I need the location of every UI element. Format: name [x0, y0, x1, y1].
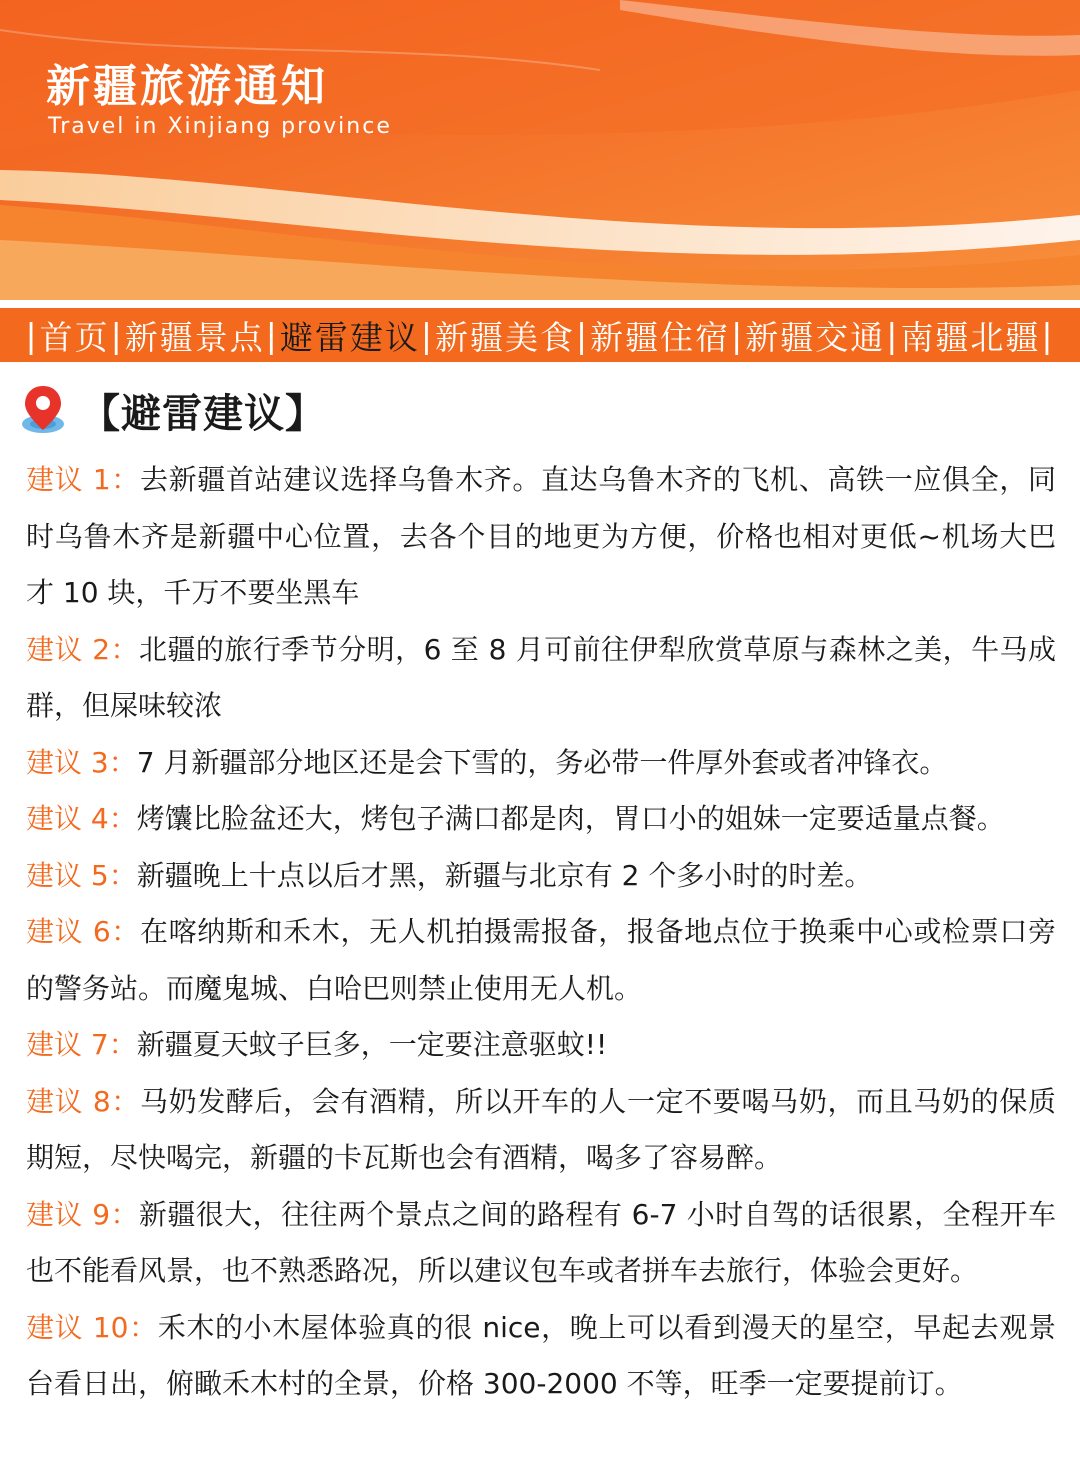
tip-label: 建议 10：	[26, 1310, 158, 1344]
tips-list	[26, 452, 1056, 1413]
tip-text: 新疆夏天蚊子巨多，一定要注意驱蚊!!	[136, 1028, 608, 1061]
list-item	[26, 452, 1056, 622]
list-item	[26, 1074, 1056, 1187]
tip-text: 7 月新疆部分地区还是会下雪的，务必带一件厚外套或者冲锋衣。	[136, 745, 948, 779]
nav-separator: |	[1041, 315, 1055, 355]
nav-separator: |	[420, 315, 434, 355]
page-title: 新疆旅游通知	[46, 61, 328, 112]
nav-item-food[interactable]: 新疆美食	[435, 317, 575, 357]
tip-text: 禾木的小木屋体验真的很 nice，晚上可以看到漫天的星空，早起去观景台看日出，俯瞰禾木村的全景，价格 300-2000 不等，旺季一定要提前订。	[26, 1310, 1056, 1400]
nav-item-attractions[interactable]: 新疆景点	[124, 317, 265, 357]
nav-bar	[0, 308, 1080, 362]
list-item	[26, 791, 1056, 848]
section-header	[20, 382, 326, 438]
tip-text: 在喀纳斯和禾木，无人机拍摄需报备，报备地点位于换乘中心或检票口旁的警务站。而魔鬼城、白哈巴则禁止使用无人机。	[26, 915, 1056, 1005]
tip-label: 建议 3：	[26, 745, 137, 779]
list-item	[26, 1300, 1056, 1413]
nav-item-transport[interactable]: 新疆交通	[745, 317, 886, 357]
list-item	[26, 1187, 1056, 1300]
tip-label: 建议 9：	[26, 1197, 139, 1231]
tip-label: 建议 6：	[26, 915, 140, 948]
tip-label: 建议 5：	[26, 858, 137, 892]
tip-text: 北疆的旅行季节分明，6 至 8 月可前往伊犁欣赏草原与森林之美，牛马成群，但屎味较浓	[26, 632, 1056, 722]
list-item	[26, 622, 1056, 735]
list-item	[26, 848, 1056, 905]
location-pin-icon	[20, 384, 66, 436]
nav-separator: |	[576, 315, 590, 355]
nav-separator: |	[886, 315, 900, 355]
nav-item-lodging[interactable]: 新疆住宿	[590, 317, 731, 357]
header-banner	[0, 0, 1080, 300]
nav-item-tips[interactable]: 避雷建议	[279, 317, 420, 357]
nav-item-home[interactable]: 首页	[39, 317, 110, 357]
nav-separator: |	[265, 315, 279, 355]
tip-text: 去新疆首站建议选择乌鲁木齐。直达乌鲁木齐的飞机、高铁一应俱全，同时乌鲁木齐是新疆中心位置，去各个目的地更为方便，价格也相对更低~机场大巴才 10 块，千万不要坐黑车	[26, 463, 1056, 609]
tip-label: 建议 8：	[26, 1084, 140, 1118]
page-subtitle: Travel in Xinjiang province	[48, 114, 392, 139]
tip-text: 新疆很大，往往两个景点之间的路程有 6-7 小时自驾的话很累，全程开车也不能看风景，也不熟悉路况，所以建议包车或者拼车去旅行，体验会更好。	[26, 1197, 1056, 1287]
tip-label: 建议 2：	[26, 632, 140, 666]
tip-label: 建议 4：	[26, 802, 137, 835]
tip-text: 烤馕比脸盆还大，烤包子满口都是肉，胃口小的姐妹一定要适量点餐。	[136, 802, 1005, 835]
list-item	[26, 904, 1056, 1017]
tip-label: 建议 1：	[26, 463, 140, 496]
tip-text: 新疆晚上十点以后才黑，新疆与北京有 2 个多小时的时差。	[136, 858, 873, 892]
nav-item-south-north[interactable]: 南疆北疆	[900, 317, 1041, 357]
list-item	[26, 735, 1056, 792]
nav-separator: |	[731, 315, 745, 355]
nav-separator: |	[25, 315, 39, 355]
list-item	[26, 1017, 1056, 1074]
tip-label: 建议 7：	[26, 1028, 137, 1061]
section-title: 【避雷建议】	[80, 390, 326, 437]
tip-text: 马奶发酵后，会有酒精，所以开车的人一定不要喝马奶，而且马奶的保质期短，尽快喝完，新疆的卡瓦斯也会有酒精，喝多了容易醉。	[26, 1084, 1056, 1174]
header-wave-decoration	[0, 0, 1080, 300]
nav-separator: |	[110, 315, 124, 355]
